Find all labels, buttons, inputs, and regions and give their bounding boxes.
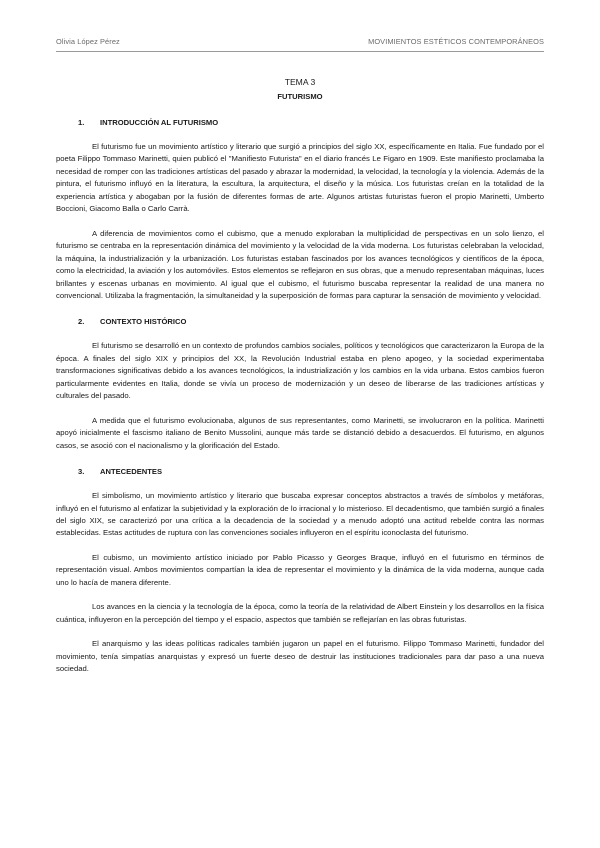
header-divider: [56, 51, 544, 52]
document-tema: TEMA 3: [284, 77, 316, 87]
paragraph: A diferencia de movimientos como el cubismo, que a menudo exploraban la multiplicidad de perspectivas en un solo lienzo, el futurismo se centraba en la representación dinámica del movimiento y la velocidad de la vida moderna. Los futuristas celebraban la velocidad, la máquina, la industrialización y la urbanización. Los futuristas estaban fascinados por los avances tecnológicos y científicos de la época, como la electricidad, la aviación y los automóviles. Estos elementos se reflejaron en sus obras, que a menudo representaban máquinas, luces brillantes y escenas urbanas en movimiento. Al igual que el cubismo, el futurismo buscaba representar la realidad de una manera no convencional. Utilizaba la fragmentación, la simultaneidad y la superposición de formas para capturar la sensación de movimiento y velocidad.: [56, 228, 544, 300]
paragraph: A medida que el futurismo evolucionaba, algunos de sus representantes, como Marinetti, se involucraron en la política. Marinetti apoyó inicialmente el fascismo italiano de Benito Mussolini, aunque más tarde se distanció debido a desacuerdos. El futurismo, en algunos casos, se asoció con el nacionalismo y la glorificación del Estado.: [56, 415, 544, 450]
paragraph: El simbolismo, un movimiento artístico y literario que buscaba expresar conceptos abstractos a través de símbolos y metáforas, influyó en el futurismo al enfatizar la subjetividad y la exploración de lo irracional y lo misterioso. El decadentismo, que también surgió a finales del siglo XIX, se caracterizó por una crítica a la decadencia de la sociedad y a menudo adoptó una actitud rebelde contra las normas establecidas. Estas actitudes de ruptura con las convenciones sociales influyeron en el espíritu iconoclasta del futurismo.: [56, 491, 544, 538]
section-heading-1: [56, 117, 544, 129]
section-title: CONTEXTO HISTÓRICO: [100, 317, 187, 327]
page-header: [56, 37, 544, 46]
section-heading-3: [56, 466, 544, 478]
paragraph: El cubismo, un movimiento artístico iniciado por Pablo Picasso y Georges Braque, influyó en el futurismo en términos de representación visual. Ambos movimientos compartían la idea de representar el movimiento y la dinámica de la vida moderna, aunque cada uno lo hacía de manera diferente.: [56, 552, 544, 587]
paragraph: El anarquismo y las ideas políticas radicales también jugaron un papel en el futurismo. Filippo Tommaso Marinetti, fundador del movimiento, tenía simpatías anarquistas y expresó un fuerte deseo de destruir las instituciones tradicionales para dar paso a una nueva sociedad.: [56, 639, 544, 674]
section-title: INTRODUCCIÓN AL FUTURISMO: [100, 118, 219, 127]
section-number: 1.: [78, 118, 85, 127]
document-body: [56, 76, 544, 676]
section-title: ANTECEDENTES: [100, 467, 163, 477]
header-course: MOVIMIENTOS ESTÉTICOS CONTEMPORÁNEOS: [368, 37, 544, 46]
paragraph: El futurismo se desarrolló en un contexto de profundos cambios sociales, políticos y tecnológicos que caracterizaron la Europa de la época. A finales del siglo XIX y principios del XX, la Revolución Industrial estaba en pleno apogeo, y la sociedad experimentaba transformaciones significativas debido a los avances tecnológicos, la industrialización y los cambios en la vida urbana. Estos cambios fueron particularmente evidentes en Italia, donde se vivía un proceso de modernización y un deseo de liberarse de las tradiciones artísticas y culturales del pasado.: [56, 341, 544, 401]
header-author: Olivia López Pérez: [56, 37, 120, 46]
paragraph: Los avances en la ciencia y la tecnología de la época, como la teoría de la relatividad de Albert Einstein y los desarrollos en la física cuántica, influyeron en la percepción del tiempo y el espacio, aspectos que también se reflejarían en las obras futuristas.: [56, 602, 544, 624]
section-number: 3.: [78, 467, 85, 477]
section-heading-2: [56, 316, 544, 328]
paragraph: El futurismo fue un movimiento artístico y literario que surgió a principios del siglo XX, específicamente en Italia. Fue fundado por el poeta Filippo Tommaso Marinetti, quien publicó el "Manifiesto Futurista" en el diario francés Le Figaro en 1909. Este manifiesto proclamaba la necesidad de romper con las tradiciones artísticas del pasado y abrazar la modernidad, la velocidad, la tecnología y la violencia. Además de la pintura, el futurismo influyó en la literatura, la escultura, la arquitectura, el diseño y la música. Los futuristas creían en la totalidad de la experiencia artística y abogaban por la fusión de diferentes formas de arte. Algunos artistas futuristas fueron el propio Marinetti, Umberto Boccioni, Giacomo Balla o Carlo Carrà.: [56, 142, 544, 214]
section-number: 2.: [78, 317, 85, 327]
document-subtitle: FUTURISMO: [277, 92, 323, 101]
